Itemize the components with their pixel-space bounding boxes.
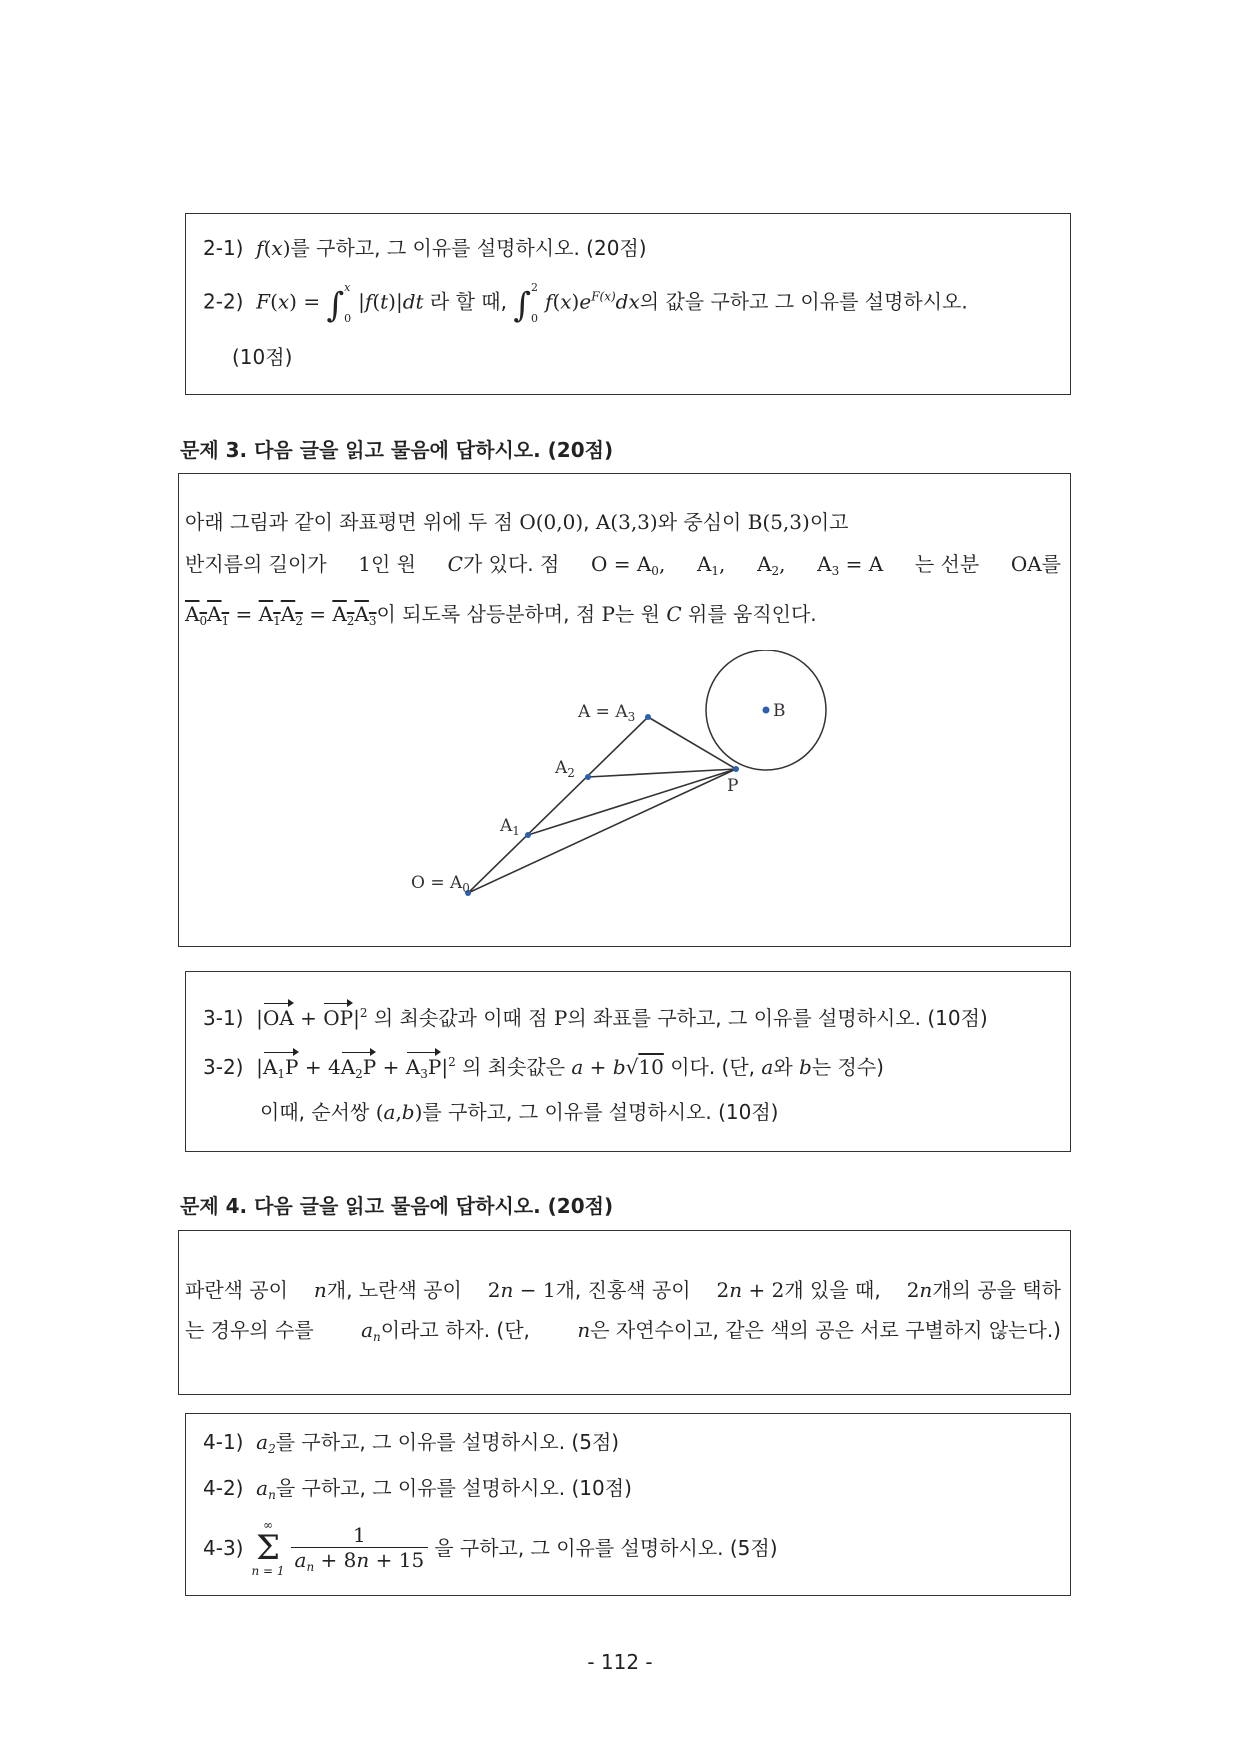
label-B: B (773, 701, 786, 721)
point-A3 (645, 714, 651, 720)
point-P (733, 766, 739, 772)
q3-passage-line3: $A_0A_1 = A_1A_2 = A_2A_3$이 되도록 삼등분하며, 점 P는 원 C 위를 움직인다. (185, 602, 817, 628)
q3-passage-line1: 아래 그림과 같이 좌표평면 위에 두 점 O(0,0), A(3,3)와 중심이 B(5,3)이고 (185, 510, 849, 534)
q2-item1-math: f (249, 236, 264, 260)
q4-passage-line2: 는 경우의 수를 $a_n$이라고 하자. (단, n은 자연수이고, 같은 색의 공은 서로 구별하지 않는다.) (185, 1318, 1061, 1344)
q2-item1-num: 2-1) (203, 236, 244, 260)
sum-sign: ∞ Σ n = 1 (251, 1518, 285, 1579)
point-B (763, 707, 770, 714)
q4-item3: 4-3) ∞ Σ n = 1 $\frac{1}{a_n + 8n + 15}$ 을 구하고, 그 이유를 설명하시오. (5점) (203, 1518, 778, 1579)
q2-item2-points: (10점) (232, 345, 293, 369)
point-A1 (525, 832, 531, 838)
label-A1: $A_1$ (500, 816, 520, 838)
sum-fraction: $\frac{1}{a_n + 8n + 15}$ (291, 1523, 429, 1574)
segment-A1P (528, 769, 739, 835)
q4-heading: 문제 4. 다음 글을 읽고 물음에 답하시오. (20점) (180, 1194, 614, 1218)
integral-sign: ∫ (326, 285, 345, 326)
q3-heading: 문제 3. 다음 글을 읽고 물음에 답하시오. (20점) (180, 438, 614, 462)
q3-item1: 3-1) $|OA + OP|^2$ 의 최솟값과 이때 점 P의 좌표를 구하고, 그 이유를 설명하시오. (10점) (203, 1006, 988, 1030)
label-A3: $A = A_3$ (578, 702, 636, 724)
label-A2: $A_2$ (555, 758, 575, 780)
page-number: - 112 - (587, 1650, 653, 1674)
q4-item1: 4-1) $a_2$를 구하고, 그 이유를 설명하시오. (5점) (203, 1430, 620, 1456)
point-A2 (585, 774, 591, 780)
q4-item2: 4-2) $a_n$을 구하고, 그 이유를 설명하시오. (10점) (203, 1476, 632, 1502)
q4-passage-line1: 파란색 공이 n개, 노란색 공이 2n − 1개, 진홍색 공이 2n + 2개 있을 때, 2n개의 공을 택하 (185, 1278, 1061, 1302)
q2-item1: 2-1) f(x)를 구하고, 그 이유를 설명하시오. (20점) (203, 236, 647, 260)
q3-figure (400, 650, 850, 910)
q2-item1-text: 를 구하고, 그 이유를 설명하시오. (20점) (290, 236, 647, 260)
q3-passage-line2: 반지름의 길이가 1인 원 C가 있다. 점 $O = A_0$, $A_1$, $A_2$, $A_3 = A$ 는 선분 OA를 (185, 552, 1061, 578)
integral-sign: ∫ (513, 285, 532, 326)
segment-A3P (648, 717, 736, 769)
q2-item2: 2-2) F(x) = ∫ x 0 |f(t)|dt 라 할 때, ∫ 2 0 $f(x)e^{F(x)}dx$의 값을 구하고 그 이유를 설명하시오. (203, 281, 968, 326)
q2-item2-text-a: 라 할 때, (429, 289, 507, 314)
label-P: P (727, 776, 739, 796)
q3-item2: 3-2) $|A_1P + 4A_2P + A_3P|^2$ 의 최솟값은 a + b√10 이다. (단, a와 b는 정수) (203, 1055, 884, 1081)
q2-item2-text-b: 의 값을 구하고 그 이유를 설명하시오. (639, 289, 968, 314)
q3-item2-line2: 이때, 순서쌍 (a,b)를 구하고, 그 이유를 설명하시오. (10점) (260, 1100, 779, 1124)
q2-item2-num: 2-2) (203, 289, 244, 314)
label-O: $O = A_0$ (411, 873, 470, 895)
q4-passage-box (178, 1230, 1071, 1395)
